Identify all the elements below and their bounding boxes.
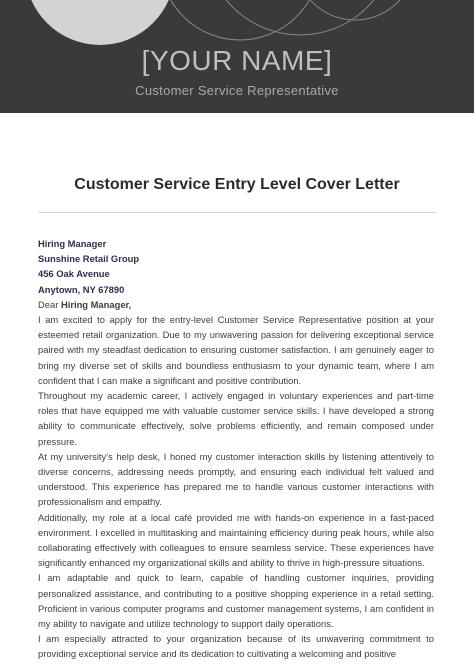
ring-decoration-1 [160,0,320,40]
letter-body [38,236,434,662]
salutation [38,297,434,312]
paragraph-4: Additionally, my role at a local café provided me with hands-on experience in a fast-paced environment. I excelled in multitasking and maintaining efficiency during peak hours, while also collaborating effectively with colleagues to ensure seamless service. These experiences have significantly enhanced my organizational skills and ability to thrive in high-pressure situations. [38,511,434,569]
title-divider [38,212,436,213]
filled-circle-decoration [25,0,175,45]
paragraph-3: At my university's help desk, I honed my customer interaction skills by listening attentively to diverse concerns, addressing needs promptly, and ensuring each individual felt valued and understood. This experience has prepared me to handle various customer interactions with professionalism and empathy. [38,450,434,508]
paragraph-5: I am adaptable and quick to learn, capable of handling customer inquiries, providing personalized assistance, and contributing to a positive shopping experience in a retail setting. Proficient in various computer programs and customer management systems, I am confident in my ability to navigate and utilize technology to support daily operations. [38,572,434,630]
applicant-role: Customer Service Representative [135,83,339,98]
recipient-company: Sunshine Retail Group [38,253,140,265]
ring-decoration-2 [205,0,395,35]
paragraph-1: I am excited to apply for the entry-level Customer Service Representative position at your esteemed retail organization. Due to my unwavering passion for delivering exceptional service paired with my steadfast dedication to ensuring customer satisfaction. I am genuinely eager to bring my diverse set of skills and boundless enthusiasm to your dynamic team, where I am confident that I can make a significant and positive contribution. [38,314,434,386]
paragraph-6: I am especially attracted to your organization because of its unwavering commitment to providing exceptional service and its dedication to cultivating a welcoming and positive [38,633,434,660]
recipient-city: Anytown, NY 67890 [38,283,125,295]
document-title: Customer Service Entry Level Cover Letter [74,176,400,193]
recipient-name: Hiring Manager [38,238,107,249]
salutation-prefix: Dear [38,298,61,310]
letterhead [0,0,474,113]
paragraph-2: Throughout my academic career, I actively engaged in voluntary experiences and part-time roles that have equipped me with valuable customer service skills. I have developed a strong ability to communicate effectively, solve problems efficiently, and remain composed under pressure. [38,390,434,447]
salutation-name: Hiring Manager, [60,298,132,310]
recipient-street: 456 Oak Avenue [38,268,110,280]
applicant-name: [YOUR NAME] [141,45,333,76]
